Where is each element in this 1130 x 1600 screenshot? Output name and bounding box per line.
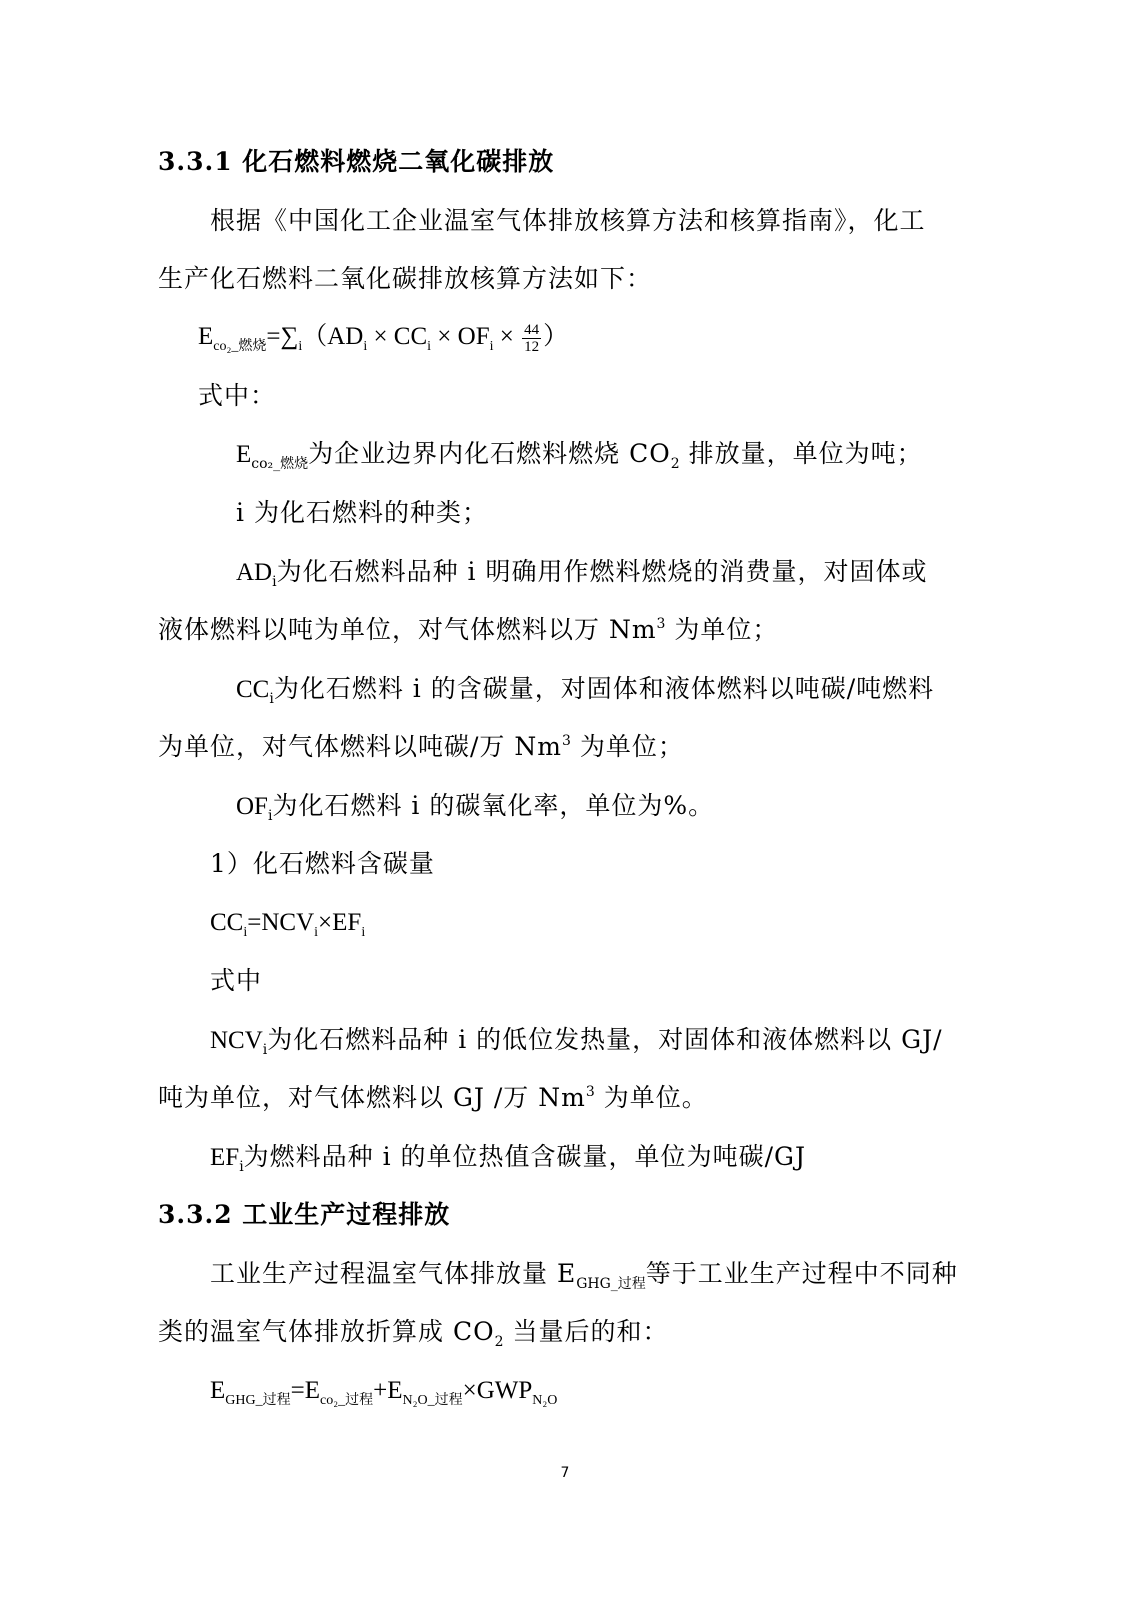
item-1-carbon-content: 1）化石燃料含碳量 xyxy=(210,849,435,878)
definition-i: i 为化石燃料的种类； xyxy=(236,498,488,527)
paragraph-process-line1: 工业生产过程温室气体排放量 $E_{GHG\_过程}$等于工业生产过程中不同种 xyxy=(210,1259,958,1292)
definition-ef: $EF_i$为燃料品种 i 的单位热值含碳量，单位为吨碳/GJ xyxy=(210,1142,806,1175)
heading-3-3-1: 3.3.1 化石燃料燃烧二氧化碳排放 xyxy=(158,147,555,176)
fraction-44-12: $\frac{44}{12}$ xyxy=(524,321,540,355)
definition-ncv: $NCV_i$为化石燃料品种 i 的低位发热量，对固体和液体燃料以 GJ/ xyxy=(210,1025,943,1058)
formula-combustion-emission: $E_{co_2\_燃烧}=\sum_i(AD_i \times CC_i \times OF_i$ × $\frac{44}{12}$ ） xyxy=(198,321,569,355)
paragraph-intro-line2: 生产化石燃料二氧化碳排放核算方法如下： xyxy=(158,264,653,293)
definition-of: $OF_i$为化石燃料 i 的碳氧化率，单位为%。 xyxy=(236,791,715,824)
where-label-2: 式中 xyxy=(210,966,263,995)
definition-ad: $AD_i$为化石燃料品种 i 明确用作燃料燃烧的消费量，对固体或 xyxy=(236,557,928,590)
definition-e-combustion: $E_{co_2\_燃烧}$为企业边界内化石燃料燃烧 $CO_2$ 排放量，单位为吨； xyxy=(236,439,923,472)
formula-carbon-content: $CC_i=NCV_i\times EF_i$ xyxy=(210,909,366,940)
definition-cc-cont: 为单位，对气体燃料以吨碳/万 Nm$^3$ 为单位； xyxy=(158,732,684,761)
page-number: 7 xyxy=(560,1465,570,1481)
paragraph-intro-line1: 根据《中国化工企业温室气体排放核算方法和核算指南》，化工 xyxy=(210,206,926,235)
definition-cc: $CC_i$为化石燃料 i 的含碳量，对固体和液体燃料以吨碳/吨燃料 xyxy=(236,674,935,707)
definition-ad-cont: 液体燃料以吨为单位，对气体燃料以万 Nm$^3$ 为单位； xyxy=(158,615,779,644)
heading-3-3-2: 3.3.2 工业生产过程排放 xyxy=(158,1200,451,1229)
where-label: 式中： xyxy=(198,381,277,410)
paragraph-process-line2: 类的温室气体排放折算成 $CO_2$ 当量后的和： xyxy=(158,1317,669,1350)
definition-ncv-cont: 吨为单位，对气体燃料以 GJ /万 Nm$^3$ 为单位。 xyxy=(158,1083,708,1112)
formula-process-emission: $E_{GHG\_过程}=E_{co_2\_过程}+E_{N_2O\_过程}\times GWP_{N_2O}$ xyxy=(210,1377,558,1408)
